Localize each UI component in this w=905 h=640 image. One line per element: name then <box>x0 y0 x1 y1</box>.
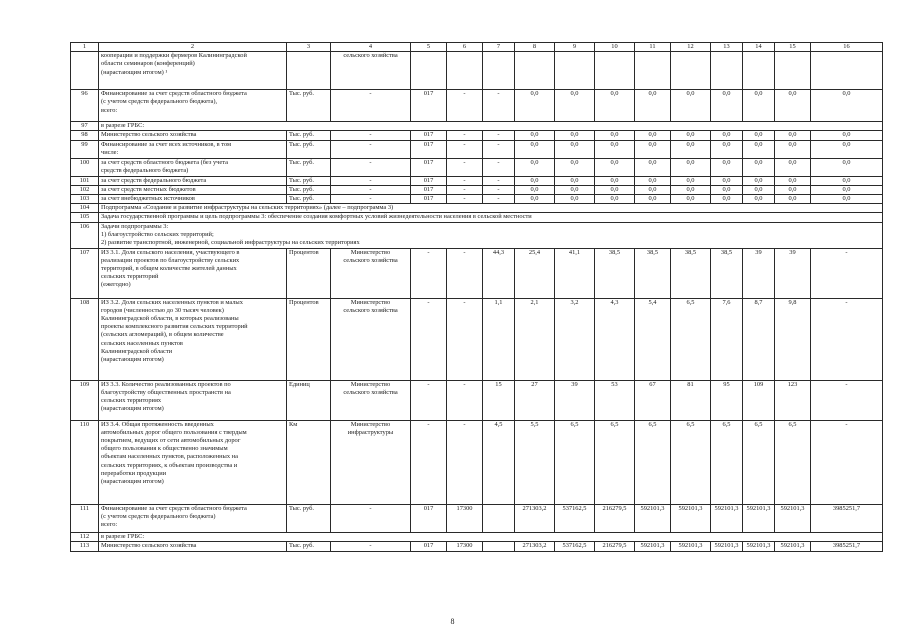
row-responsible: - <box>331 185 411 194</box>
row-unit: Тыс. руб. <box>287 131 331 140</box>
row-value: 592101,3 <box>775 504 811 532</box>
row-value: - <box>811 380 883 420</box>
row-unit: Тыс. руб. <box>287 90 331 122</box>
row-value: 0,0 <box>515 176 555 185</box>
row-value: 38,5 <box>595 248 635 298</box>
row-value: - <box>483 140 515 158</box>
row-value: 5,5 <box>515 420 555 504</box>
row-value: 0,0 <box>555 140 595 158</box>
row-value: 2,1 <box>515 298 555 380</box>
row-value: 1,1 <box>483 298 515 380</box>
row-value: 017 <box>411 195 447 204</box>
row-value: 4,3 <box>595 298 635 380</box>
row-number: 106 <box>71 222 99 248</box>
row-value: 0,0 <box>711 176 743 185</box>
row-value: 0,0 <box>711 158 743 176</box>
row-value: 0,0 <box>775 158 811 176</box>
table-row <box>71 204 883 213</box>
row-value: - <box>411 420 447 504</box>
row-value: 017 <box>411 131 447 140</box>
row-value: 017 <box>411 176 447 185</box>
row-value: 537162,5 <box>555 504 595 532</box>
column-number: 8 <box>515 43 555 52</box>
row-value <box>811 52 883 90</box>
row-value: 0,0 <box>743 158 775 176</box>
column-number: 9 <box>555 43 595 52</box>
row-value: - <box>447 298 483 380</box>
row-value: 592101,3 <box>671 541 711 551</box>
row-value: 0,0 <box>515 185 555 194</box>
row-responsible: Министерство сельского хозяйства <box>331 248 411 298</box>
row-value: 537162,5 <box>555 541 595 551</box>
row-value: 592101,3 <box>635 504 671 532</box>
column-number: 14 <box>743 43 775 52</box>
row-unit: Тыс. руб. <box>287 158 331 176</box>
row-value: 592101,3 <box>711 541 743 551</box>
column-number: 4 <box>331 43 411 52</box>
column-number: 16 <box>811 43 883 52</box>
page-number: 8 <box>450 617 455 626</box>
row-value: 0,0 <box>555 158 595 176</box>
row-value: 6,5 <box>743 420 775 504</box>
row-description: за счет внебюджетных источников <box>99 195 287 204</box>
row-description: ИЗ 3.3. Количество реализованных проектов по благоустройству общественных пространств на сельских территориях (нарастающим итогом) <box>99 380 287 420</box>
row-value: 0,0 <box>515 131 555 140</box>
row-number: 111 <box>71 504 99 532</box>
row-responsible: - <box>331 158 411 176</box>
row-value: 0,0 <box>711 195 743 204</box>
row-description: ИЗ 3.1. Доля сельского населения, участвующего в реализации проектов по благоустройству сельских территорий, в общем количестве жителей данных сельских территорий (ежегодно) <box>99 248 287 298</box>
row-value: 0,0 <box>711 131 743 140</box>
row-value: 0,0 <box>671 195 711 204</box>
row-value: 0,0 <box>811 140 883 158</box>
row-value: 0,0 <box>635 176 671 185</box>
column-number: 15 <box>775 43 811 52</box>
row-value: 0,0 <box>775 195 811 204</box>
row-value: - <box>447 158 483 176</box>
row-value: 3,2 <box>555 298 595 380</box>
row-value: 0,0 <box>811 195 883 204</box>
column-number: 7 <box>483 43 515 52</box>
row-description: Финансирование за счет средств областного бюджета (с учетом средств федерального бюджета), всего: <box>99 90 287 122</box>
row-responsible: - <box>331 131 411 140</box>
column-number: 11 <box>635 43 671 52</box>
row-responsible: - <box>331 504 411 532</box>
row-value: 0,0 <box>595 176 635 185</box>
table-row <box>71 131 883 140</box>
row-value: - <box>447 176 483 185</box>
row-value: 0,0 <box>555 90 595 122</box>
row-value: 592101,3 <box>635 541 671 551</box>
row-value: 271303,2 <box>515 504 555 532</box>
row-value: 0,0 <box>671 185 711 194</box>
row-value: 0,0 <box>515 195 555 204</box>
table-row <box>71 248 883 298</box>
row-value: 0,0 <box>743 176 775 185</box>
row-value: 0,0 <box>555 176 595 185</box>
row-value: 0,0 <box>743 185 775 194</box>
row-value: 41,1 <box>555 248 595 298</box>
row-value: - <box>811 420 883 504</box>
row-number: 109 <box>71 380 99 420</box>
row-value: - <box>483 131 515 140</box>
row-unit: Тыс. руб. <box>287 176 331 185</box>
column-number: 5 <box>411 43 447 52</box>
row-value: - <box>483 176 515 185</box>
row-number: 105 <box>71 213 99 222</box>
row-value: 6,5 <box>635 420 671 504</box>
row-value: 017 <box>411 90 447 122</box>
row-value: 15 <box>483 380 515 420</box>
row-value: 81 <box>671 380 711 420</box>
row-value: 0,0 <box>775 185 811 194</box>
row-value <box>743 52 775 90</box>
row-value <box>483 52 515 90</box>
row-value: - <box>811 298 883 380</box>
row-description: Финансирование за счет всех источников, в том числе: <box>99 140 287 158</box>
column-number: 6 <box>447 43 483 52</box>
row-value: 592101,3 <box>775 541 811 551</box>
table-row <box>71 185 883 194</box>
table-row <box>71 532 883 541</box>
row-number: 100 <box>71 158 99 176</box>
row-value: 3985251,7 <box>811 504 883 532</box>
row-unit <box>287 52 331 90</box>
row-value: 0,0 <box>671 176 711 185</box>
column-number: 1 <box>71 43 99 52</box>
indicator-table <box>70 42 883 552</box>
row-value: 6,5 <box>671 298 711 380</box>
row-description: за счет средств федерального бюджета <box>99 176 287 185</box>
row-number: 96 <box>71 90 99 122</box>
row-responsible: сельского хозяйства <box>331 52 411 90</box>
row-value: - <box>411 248 447 298</box>
row-value: 0,0 <box>671 158 711 176</box>
row-value: 0,0 <box>515 158 555 176</box>
row-value: 27 <box>515 380 555 420</box>
table-row <box>71 298 883 380</box>
column-number-row <box>71 43 883 52</box>
row-value <box>775 52 811 90</box>
row-value: 0,0 <box>811 158 883 176</box>
row-value: - <box>483 158 515 176</box>
row-value: 17300 <box>447 504 483 532</box>
row-value: 6,5 <box>711 420 743 504</box>
row-value: 0,0 <box>635 140 671 158</box>
row-responsible: - <box>331 176 411 185</box>
row-number: 110 <box>71 420 99 504</box>
column-number: 13 <box>711 43 743 52</box>
table-row <box>71 195 883 204</box>
row-value <box>555 52 595 90</box>
row-value: 109 <box>743 380 775 420</box>
row-value: - <box>811 248 883 298</box>
row-value: 216279,5 <box>595 504 635 532</box>
table-row <box>71 176 883 185</box>
row-value: 592101,3 <box>743 504 775 532</box>
row-value: 17300 <box>447 541 483 551</box>
row-description: за счет средств областного бюджета (без учета средств федерального бюджета) <box>99 158 287 176</box>
row-value: 0,0 <box>811 185 883 194</box>
row-responsible: - <box>331 541 411 551</box>
row-value: 6,5 <box>595 420 635 504</box>
row-value: 017 <box>411 140 447 158</box>
row-value: 0,0 <box>811 176 883 185</box>
row-responsible: - <box>331 195 411 204</box>
table-row <box>71 420 883 504</box>
row-value: 592101,3 <box>671 504 711 532</box>
row-value: 6,5 <box>775 420 811 504</box>
row-value <box>483 541 515 551</box>
table-row <box>71 504 883 532</box>
row-value: 0,0 <box>711 140 743 158</box>
row-value: 38,5 <box>711 248 743 298</box>
row-responsible: Министерство сельского хозяйства <box>331 380 411 420</box>
row-description: Министерство сельского хозяйства <box>99 131 287 140</box>
row-responsible: Министерство инфраструктуры <box>331 420 411 504</box>
row-unit: Тыс. руб. <box>287 185 331 194</box>
row-value: 017 <box>411 158 447 176</box>
column-number: 10 <box>595 43 635 52</box>
row-value: 0,0 <box>711 185 743 194</box>
table-row <box>71 52 883 90</box>
row-value: 0,0 <box>635 158 671 176</box>
row-number: 112 <box>71 532 99 541</box>
row-description: ИЗ 3.2. Доля сельских населенных пунктов и малых городов (численностью до 30 тысяч человек) Калининградской области, в которых реализованы проекты комплексного развития сельских территорий (сельских агломераций), в общем количестве сельских населенных пунктов Калининградской области (нарастающим итогом) <box>99 298 287 380</box>
row-span-text: Задачи подпрограммы 3: 1) благоустройство сельских территорий; 2) развитие транспортной, инженерной, социальной инфраструктуры на сельских территориях <box>99 222 883 248</box>
row-value: 271303,2 <box>515 541 555 551</box>
row-value: 67 <box>635 380 671 420</box>
row-value: 0,0 <box>775 176 811 185</box>
row-value: 0,0 <box>743 140 775 158</box>
row-value: 0,0 <box>515 140 555 158</box>
row-value: 0,0 <box>811 90 883 122</box>
column-number: 12 <box>671 43 711 52</box>
table-row <box>71 140 883 158</box>
row-value: 0,0 <box>555 195 595 204</box>
row-number: 107 <box>71 248 99 298</box>
row-value: 0,0 <box>671 140 711 158</box>
row-value: - <box>483 90 515 122</box>
row-number: 113 <box>71 541 99 551</box>
row-value: - <box>447 248 483 298</box>
row-value: 0,0 <box>775 140 811 158</box>
row-value: - <box>483 195 515 204</box>
row-value: 592101,3 <box>743 541 775 551</box>
row-value: 7,6 <box>711 298 743 380</box>
row-unit: Тыс. руб. <box>287 140 331 158</box>
row-value: 39 <box>555 380 595 420</box>
row-value: 0,0 <box>595 90 635 122</box>
row-number: 102 <box>71 185 99 194</box>
row-value: 0,0 <box>595 131 635 140</box>
row-span-text: Подпрограмма «Создание и развитие инфраструктуры на сельских территориях» (далее – подпрограмма 3) <box>99 204 883 213</box>
row-value <box>595 52 635 90</box>
row-unit: Единиц <box>287 380 331 420</box>
row-value: 0,0 <box>515 90 555 122</box>
row-number: 101 <box>71 176 99 185</box>
row-value: 017 <box>411 185 447 194</box>
table-row <box>71 380 883 420</box>
table-row <box>71 222 883 248</box>
row-number: 99 <box>71 140 99 158</box>
row-value: 0,0 <box>595 185 635 194</box>
row-value: 0,0 <box>635 131 671 140</box>
row-value: 6,5 <box>555 420 595 504</box>
row-value <box>447 52 483 90</box>
row-description: Министерство сельского хозяйства <box>99 541 287 551</box>
row-description: ИЗ 3.4. Общая протяженность введенных автомобильных дорог общего пользования с твердым покрытием, ведущих от сети автомобильных дорог общего пользования к общественно значимым объектам населенных пунктов, расположенных на сельских территориях, к объектам производства и переработки продукции (нарастающим итогом) <box>99 420 287 504</box>
row-unit: Тыс. руб. <box>287 195 331 204</box>
row-value: 0,0 <box>775 131 811 140</box>
row-value: - <box>447 140 483 158</box>
row-value: - <box>483 185 515 194</box>
row-responsible: - <box>331 140 411 158</box>
row-value: - <box>447 90 483 122</box>
row-value: 0,0 <box>775 90 811 122</box>
row-value: 017 <box>411 504 447 532</box>
table-row <box>71 158 883 176</box>
row-value: 4,5 <box>483 420 515 504</box>
row-value: 3985251,7 <box>811 541 883 551</box>
row-value: 0,0 <box>743 90 775 122</box>
row-value: 39 <box>743 248 775 298</box>
row-span-text: Задача государственной программы и цель подпрограммы 3: обеспечение создания комфортных условий жизнедеятельности населения в сельской местности <box>99 213 883 222</box>
row-value: 216279,5 <box>595 541 635 551</box>
row-value: - <box>411 380 447 420</box>
row-value <box>483 504 515 532</box>
row-value: 0,0 <box>671 90 711 122</box>
column-number: 3 <box>287 43 331 52</box>
row-responsible: Министерство сельского хозяйства <box>331 298 411 380</box>
row-value: - <box>447 131 483 140</box>
row-span-text: в разрезе ГРБС: <box>99 122 883 131</box>
row-value: - <box>411 298 447 380</box>
row-unit: Км <box>287 420 331 504</box>
row-value: 53 <box>595 380 635 420</box>
row-unit: Процентов <box>287 298 331 380</box>
row-value <box>515 52 555 90</box>
row-responsible: - <box>331 90 411 122</box>
row-value: 0,0 <box>743 131 775 140</box>
row-value: - <box>447 420 483 504</box>
row-value: 0,0 <box>743 195 775 204</box>
row-value: - <box>447 380 483 420</box>
row-value <box>635 52 671 90</box>
row-span-text: в разрезе ГРБС: <box>99 532 883 541</box>
row-value <box>411 52 447 90</box>
row-value: 0,0 <box>555 185 595 194</box>
row-number <box>71 52 99 90</box>
table-row <box>71 90 883 122</box>
row-value: 0,0 <box>595 140 635 158</box>
row-value: 39 <box>775 248 811 298</box>
row-value: 0,0 <box>811 131 883 140</box>
row-value: 0,0 <box>635 185 671 194</box>
row-number: 98 <box>71 131 99 140</box>
row-description: за счет средств местных бюджетов <box>99 185 287 194</box>
row-description: Финансирование за счет средств областного бюджета (с учетом средств федерального бюджета) всего: <box>99 504 287 532</box>
row-unit: Тыс. руб. <box>287 541 331 551</box>
row-value: 38,5 <box>671 248 711 298</box>
row-value: 38,5 <box>635 248 671 298</box>
row-unit: Процентов <box>287 248 331 298</box>
table-row <box>71 213 883 222</box>
table-row <box>71 541 883 551</box>
row-number: 103 <box>71 195 99 204</box>
row-value: 6,5 <box>671 420 711 504</box>
row-value: 0,0 <box>595 158 635 176</box>
row-value <box>671 52 711 90</box>
row-unit: Тыс. руб. <box>287 504 331 532</box>
row-value: 8,7 <box>743 298 775 380</box>
table-row <box>71 122 883 131</box>
row-value: 0,0 <box>595 195 635 204</box>
row-value: 0,0 <box>711 90 743 122</box>
row-value: 95 <box>711 380 743 420</box>
row-value: 5,4 <box>635 298 671 380</box>
row-value: 0,0 <box>555 131 595 140</box>
row-value: - <box>447 185 483 194</box>
row-value: 25,4 <box>515 248 555 298</box>
row-number: 108 <box>71 298 99 380</box>
row-value: 123 <box>775 380 811 420</box>
row-value: 9,8 <box>775 298 811 380</box>
row-value: 0,0 <box>671 131 711 140</box>
row-value: 0,0 <box>635 195 671 204</box>
row-value: - <box>447 195 483 204</box>
row-description: кооперации и поддержки фермеров Калининградской области семинаров (конференций) (нарастающим итогом) ¹ <box>99 52 287 90</box>
row-number: 104 <box>71 204 99 213</box>
column-number: 2 <box>99 43 287 52</box>
row-number: 97 <box>71 122 99 131</box>
row-value: 592101,3 <box>711 504 743 532</box>
row-value <box>711 52 743 90</box>
row-value: 0,0 <box>635 90 671 122</box>
row-value: 017 <box>411 541 447 551</box>
row-value: 44,3 <box>483 248 515 298</box>
